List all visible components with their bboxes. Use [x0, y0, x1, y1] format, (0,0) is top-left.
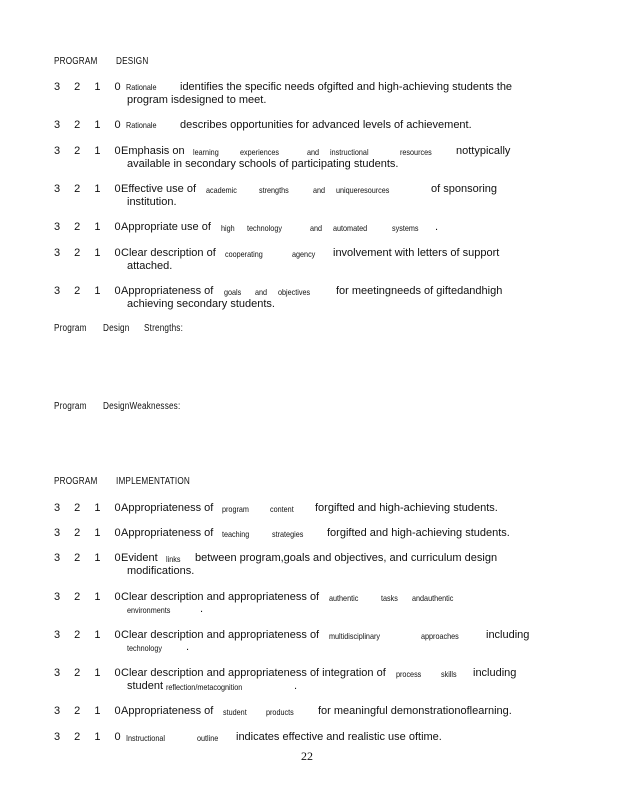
criterion-term: systems [392, 223, 419, 233]
rating-scale: 3 2 1 0 [54, 285, 127, 297]
criterion-term: andauthentic [412, 593, 454, 603]
criterion-term: instructional [330, 147, 369, 157]
criterion-term: student [223, 707, 247, 717]
strengths-label-program: Program [54, 323, 87, 334]
section-heading-implementation: IMPLEMENTATION [116, 476, 190, 487]
criterion-text: forgifted and high-achieving students. [315, 502, 498, 514]
criterion-text: for meetingneeds of giftedandhigh [336, 285, 503, 297]
criterion-term: agency [292, 249, 316, 259]
criterion-term: high [221, 223, 235, 233]
criterion-text: . [200, 603, 204, 615]
criterion-term: links [166, 554, 181, 564]
criterion-term: teaching [222, 529, 250, 539]
criterion-text: Clear description and appropriateness of integration of [121, 667, 386, 679]
criterion-term: strengths [259, 185, 289, 195]
criterion-term: Instructional [126, 733, 165, 743]
criterion-text-cont: attached. [127, 260, 173, 272]
criterion-text: Emphasis on [121, 145, 185, 157]
criterion-term: and [307, 147, 320, 157]
criterion-term: process [396, 669, 422, 679]
criterion-text: Appropriateness of [121, 705, 214, 717]
rating-scale: 3 2 1 0 [54, 629, 127, 641]
criterion-text-cont: institution. [127, 196, 177, 208]
criterion-text: Evident [121, 552, 158, 564]
criterion-term: authentic [329, 593, 359, 603]
criterion-term: outline [197, 733, 219, 743]
rating-scale: 3 2 1 0 [54, 183, 127, 195]
criterion-term: academic [206, 185, 237, 195]
strengths-label: Strengths: [144, 323, 184, 334]
criterion-text: Appropriateness of [121, 527, 214, 539]
criterion-term: goals [224, 287, 242, 297]
criterion-term: experiences [240, 147, 279, 157]
criterion-term: resources [400, 147, 432, 157]
criterion-text: Clear description of [121, 247, 216, 259]
criterion-text: Appropriate use of [121, 221, 211, 233]
criterion-text: including [486, 629, 530, 641]
criterion-text: Clear description and appropriateness of [121, 591, 320, 603]
criterion-text-cont: achieving secondary students. [127, 298, 275, 310]
rating-scale: 3 2 1 0 [54, 731, 127, 743]
criterion-text: Effective use of [121, 183, 197, 195]
criterion-text-cont: modifications. [127, 565, 195, 577]
criterion-text: nottypically [456, 145, 511, 157]
criterion-term: reflection/metacognition [166, 682, 243, 692]
criterion-term: learning [193, 147, 219, 157]
weaknesses-label-program: Program [54, 401, 87, 412]
rating-scale: 3 2 1 0 [54, 705, 127, 717]
criterion-text: for meaningful demonstrationoflearning. [318, 705, 512, 717]
criterion-text: including [473, 667, 517, 679]
rating-scale: 3 2 1 0 [54, 81, 127, 93]
rating-scale: 3 2 1 0 [54, 552, 127, 564]
criterion-text-cont: program isdesigned to meet. [127, 94, 267, 106]
criterion-text: Appropriateness of [121, 285, 214, 297]
criterion-text: . [294, 680, 298, 692]
criterion-term: approaches [421, 631, 459, 641]
criterion-term: and [310, 223, 323, 233]
rating-scale: 3 2 1 0 [54, 527, 127, 539]
criterion-term: technology [127, 643, 162, 653]
criterion-line [126, 81, 162, 93]
rating-scale: 3 2 1 0 [54, 145, 127, 157]
criterion-text: of sponsoring [431, 183, 498, 195]
criterion-text-cont: available in secondary schools of participating students. [127, 158, 399, 170]
criterion-text: between program,goals and objectives, and curriculum design [195, 552, 498, 564]
criterion-text: indicates effective and realistic use oftime. [236, 731, 442, 743]
strengths-label-design: Design [103, 323, 130, 334]
criterion-text: . [186, 641, 190, 653]
section-heading-program: PROGRAM [54, 476, 98, 487]
criterion-term: skills [441, 669, 457, 679]
page-number: 22 [301, 749, 313, 763]
criterion-term: Rationale [126, 82, 157, 92]
criterion-text-cont: student [127, 680, 164, 692]
criterion-term: products [266, 707, 294, 717]
criterion-text: involvement with letters of support [333, 247, 500, 259]
criterion-term: strategies [272, 529, 304, 539]
criterion-term: and [313, 185, 326, 195]
rating-scale: 3 2 1 0 [54, 591, 127, 603]
criterion-term: cooperating [225, 249, 263, 259]
criterion-text: forgifted and high-achieving students. [327, 527, 510, 539]
section-heading-design: DESIGN [116, 56, 149, 67]
criterion-term: tasks [381, 593, 398, 603]
criterion-term: program [222, 504, 249, 514]
criterion-text: . [435, 221, 439, 233]
rating-scale: 3 2 1 0 [54, 502, 127, 514]
criterion-term: technology [247, 223, 282, 233]
rating-scale: 3 2 1 0 [54, 667, 127, 679]
criterion-term: content [270, 504, 294, 514]
rating-scale: 3 2 1 0 [54, 221, 127, 233]
criterion-term: and [255, 287, 268, 297]
criterion-term: uniqueresources [336, 185, 390, 195]
criterion-term: Rationale [126, 120, 157, 130]
criterion-term: objectives [278, 287, 311, 297]
section-heading-program: PROGRAM [54, 56, 98, 67]
rating-scale: 3 2 1 0 [54, 247, 127, 259]
criterion-text: identifies the specific needs ofgifted and high-achieving students the [180, 81, 513, 93]
rating-scale: 3 2 1 0 [54, 119, 127, 131]
criterion-term: multidisciplinary [329, 631, 380, 641]
weaknesses-label: DesignWeaknesses: [103, 401, 181, 412]
criterion-line [126, 119, 162, 131]
criterion-text: describes opportunities for advanced levels of achievement. [180, 119, 472, 131]
criterion-text: Clear description and appropriateness of [121, 629, 320, 641]
criterion-term: environments [127, 605, 171, 615]
criterion-text: Appropriateness of [121, 502, 214, 514]
criterion-term: automated [333, 223, 368, 233]
